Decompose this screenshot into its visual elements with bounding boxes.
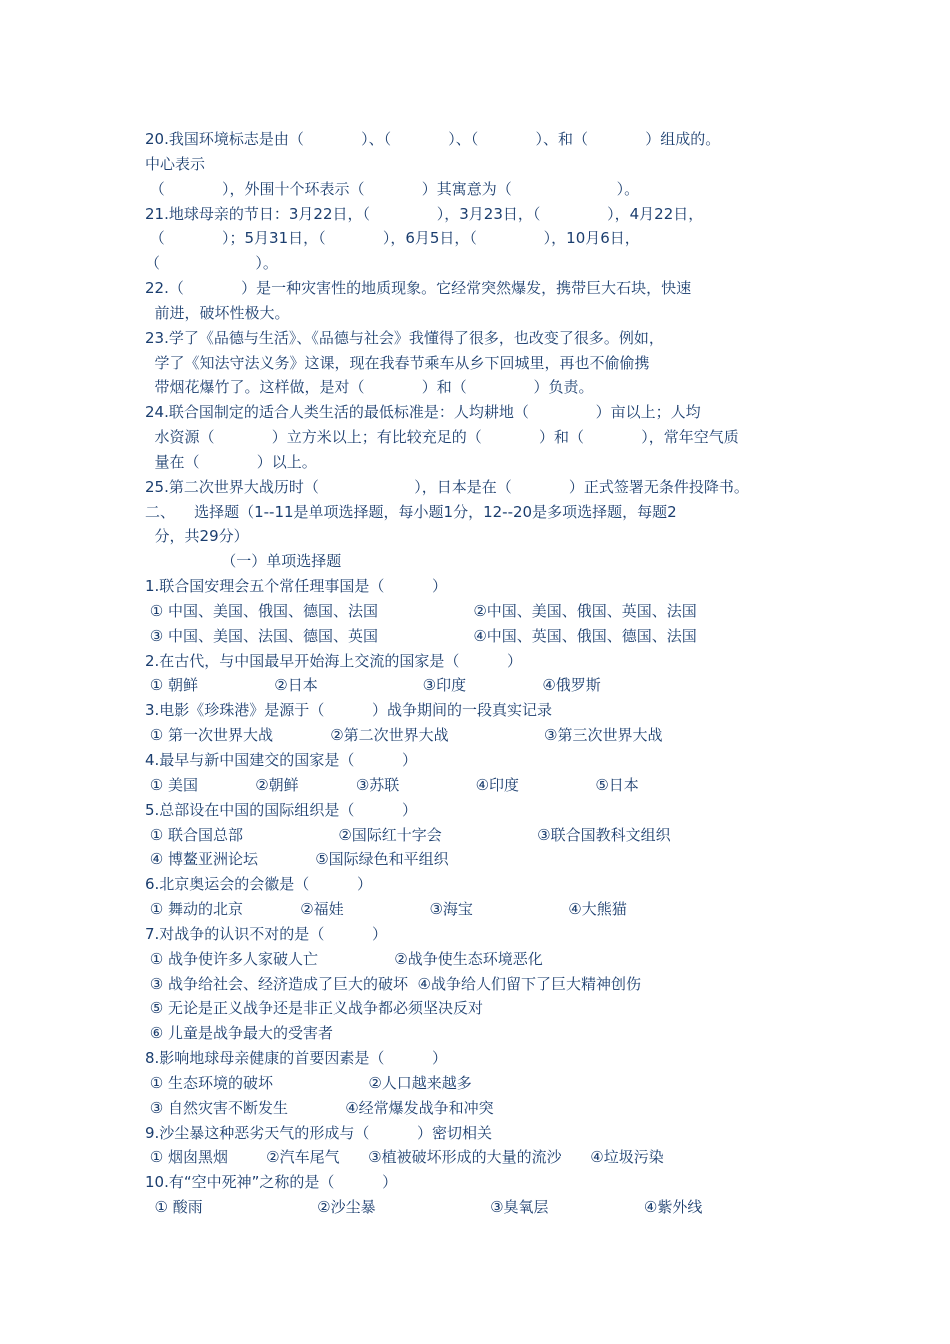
text-line: 10.有“空中死神”之称的是（ ） (145, 1173, 398, 1192)
text-line: ④ 博鳌亚洲论坛 ⑤国际绿色和平组织 (145, 850, 449, 869)
text-line: 学了《知法守法义务》这课，现在我春节乘车从乡下回城里，再也不偷偷携 (145, 353, 650, 372)
text-line: 21.地球母亲的节日：3月22日，（ ），3月23日，（ ），4月22日， (145, 204, 704, 223)
text-line: ① 联合国总部 ②国际红十字会 ③联合国教科文组织 (145, 825, 671, 844)
text-line: ① 美国 ②朝鲜 ③苏联 ④印度 ⑤日本 (145, 775, 639, 794)
text-line: ① 中国、美国、俄国、德国、法国 ②中国、美国、俄国、英国、法国 (145, 601, 697, 620)
text-line: ① 朝鲜 ②日本 ③印度 ④俄罗斯 (145, 676, 601, 695)
text-line: ① 烟囱黑烟 ②汽车尾气 ③植被破坏形成的大量的流沙 ④垃圾污染 (145, 1148, 664, 1167)
text-line: ③ 中国、美国、法国、德国、英国 ④中国、英国、俄国、德国、法国 (145, 626, 697, 645)
text-line: ① 第一次世界大战 ②第二次世界大战 ③第三次世界大战 (145, 726, 663, 745)
text-line: ① 战争使许多人家破人亡 ②战争使生态环境恶化 (145, 949, 543, 968)
text-line: 1.联合国安理会五个常任理事国是（ ） (145, 577, 447, 596)
text-line: 带烟花爆竹了。这样做，是对（ ）和（ ）负责。 (145, 378, 594, 397)
text-line: ③ 自然灾害不断发生 ④经常爆发战争和冲突 (145, 1098, 494, 1117)
text-line: ③ 战争给社会、经济造成了巨大的破坏 ④战争给人们留下了巨大精神创伤 (145, 974, 641, 993)
text-line: 7.对战争的认识不对的是（ ） (145, 924, 387, 943)
text-line: 水资源（ ）立方米以上；有比较充足的（ ）和（ ），常年空气质 (145, 428, 739, 447)
text-line: 3.电影《珍珠港》是源于（ ）战争期间的一段真实记录 (145, 701, 552, 720)
text-line: ⑤ 无论是正义战争还是非正义战争都必须坚决反对 (145, 999, 483, 1018)
text-line: 23.学了《品德与生活》、《品德与社会》我懂得了很多，也改变了很多。例如， (145, 328, 664, 347)
text-line: 4.最早与新中国建交的国家是（ ） (145, 751, 417, 769)
text-line: 2.在古代，与中国最早开始海上交流的国家是（ ） (145, 651, 522, 670)
text-line: ① 生态环境的破坏 ②人口越来越多 (145, 1073, 472, 1092)
text-line: 二、 选择题（1--11是单项选择题，每小题1分，12--20是多项选择题，每题2 (145, 502, 677, 521)
text-line: （一）单项选择题 (145, 552, 342, 571)
text-line: ① 酸雨 ②沙尘暴 ③臭氧层 ④紫外线 (145, 1198, 703, 1217)
text-line: 量在（ ）以上。 (145, 452, 317, 471)
text-line: 前进，破坏性极大。 (145, 303, 290, 322)
text-line: 24.联合国制定的适合人类生活的最低标准是：人均耕地（ ）亩以上；人均 (145, 403, 701, 422)
text-line: 分，共29分） (145, 527, 249, 546)
text-line: （ ），外围十个环表示（ ）其寓意为（ ）。 (145, 179, 640, 198)
text-line: 5.总部设在中国的国际组织是（ ） (145, 800, 417, 819)
text-line: 22.（ ）是一种灾害性的地质现象。它经常突然爆发，携带巨大石块，快速 (145, 279, 692, 298)
text-line: 中心表示 (145, 154, 206, 173)
text-line: ⑥ 儿童是战争最大的受害者 (145, 1024, 333, 1043)
text-line: 25.第二次世界大战历时（ ），日本是在（ ）正式签署无条件投降书。 (145, 477, 749, 496)
text-line: 9.沙尘暴这种恶劣天气的形成与（ ）密切相关 (145, 1123, 492, 1142)
text-line: ① 舞动的北京 ②福娃 ③海宝 ④大熊猫 (145, 900, 627, 919)
text-line: 8.影响地球母亲健康的首要因素是（ ） (145, 1049, 447, 1068)
text-line: （ ）。 (145, 254, 278, 273)
text-line: 20.我国环境标志是由（ ）、（ ）、（ ）、和（ ）组成的。 (145, 130, 721, 148)
text-line: （ ）；5月31日，（ ），6月5日，（ ），10月6日， (145, 229, 640, 248)
text-line: 6.北京奥运会的会徽是（ ） (145, 875, 372, 894)
